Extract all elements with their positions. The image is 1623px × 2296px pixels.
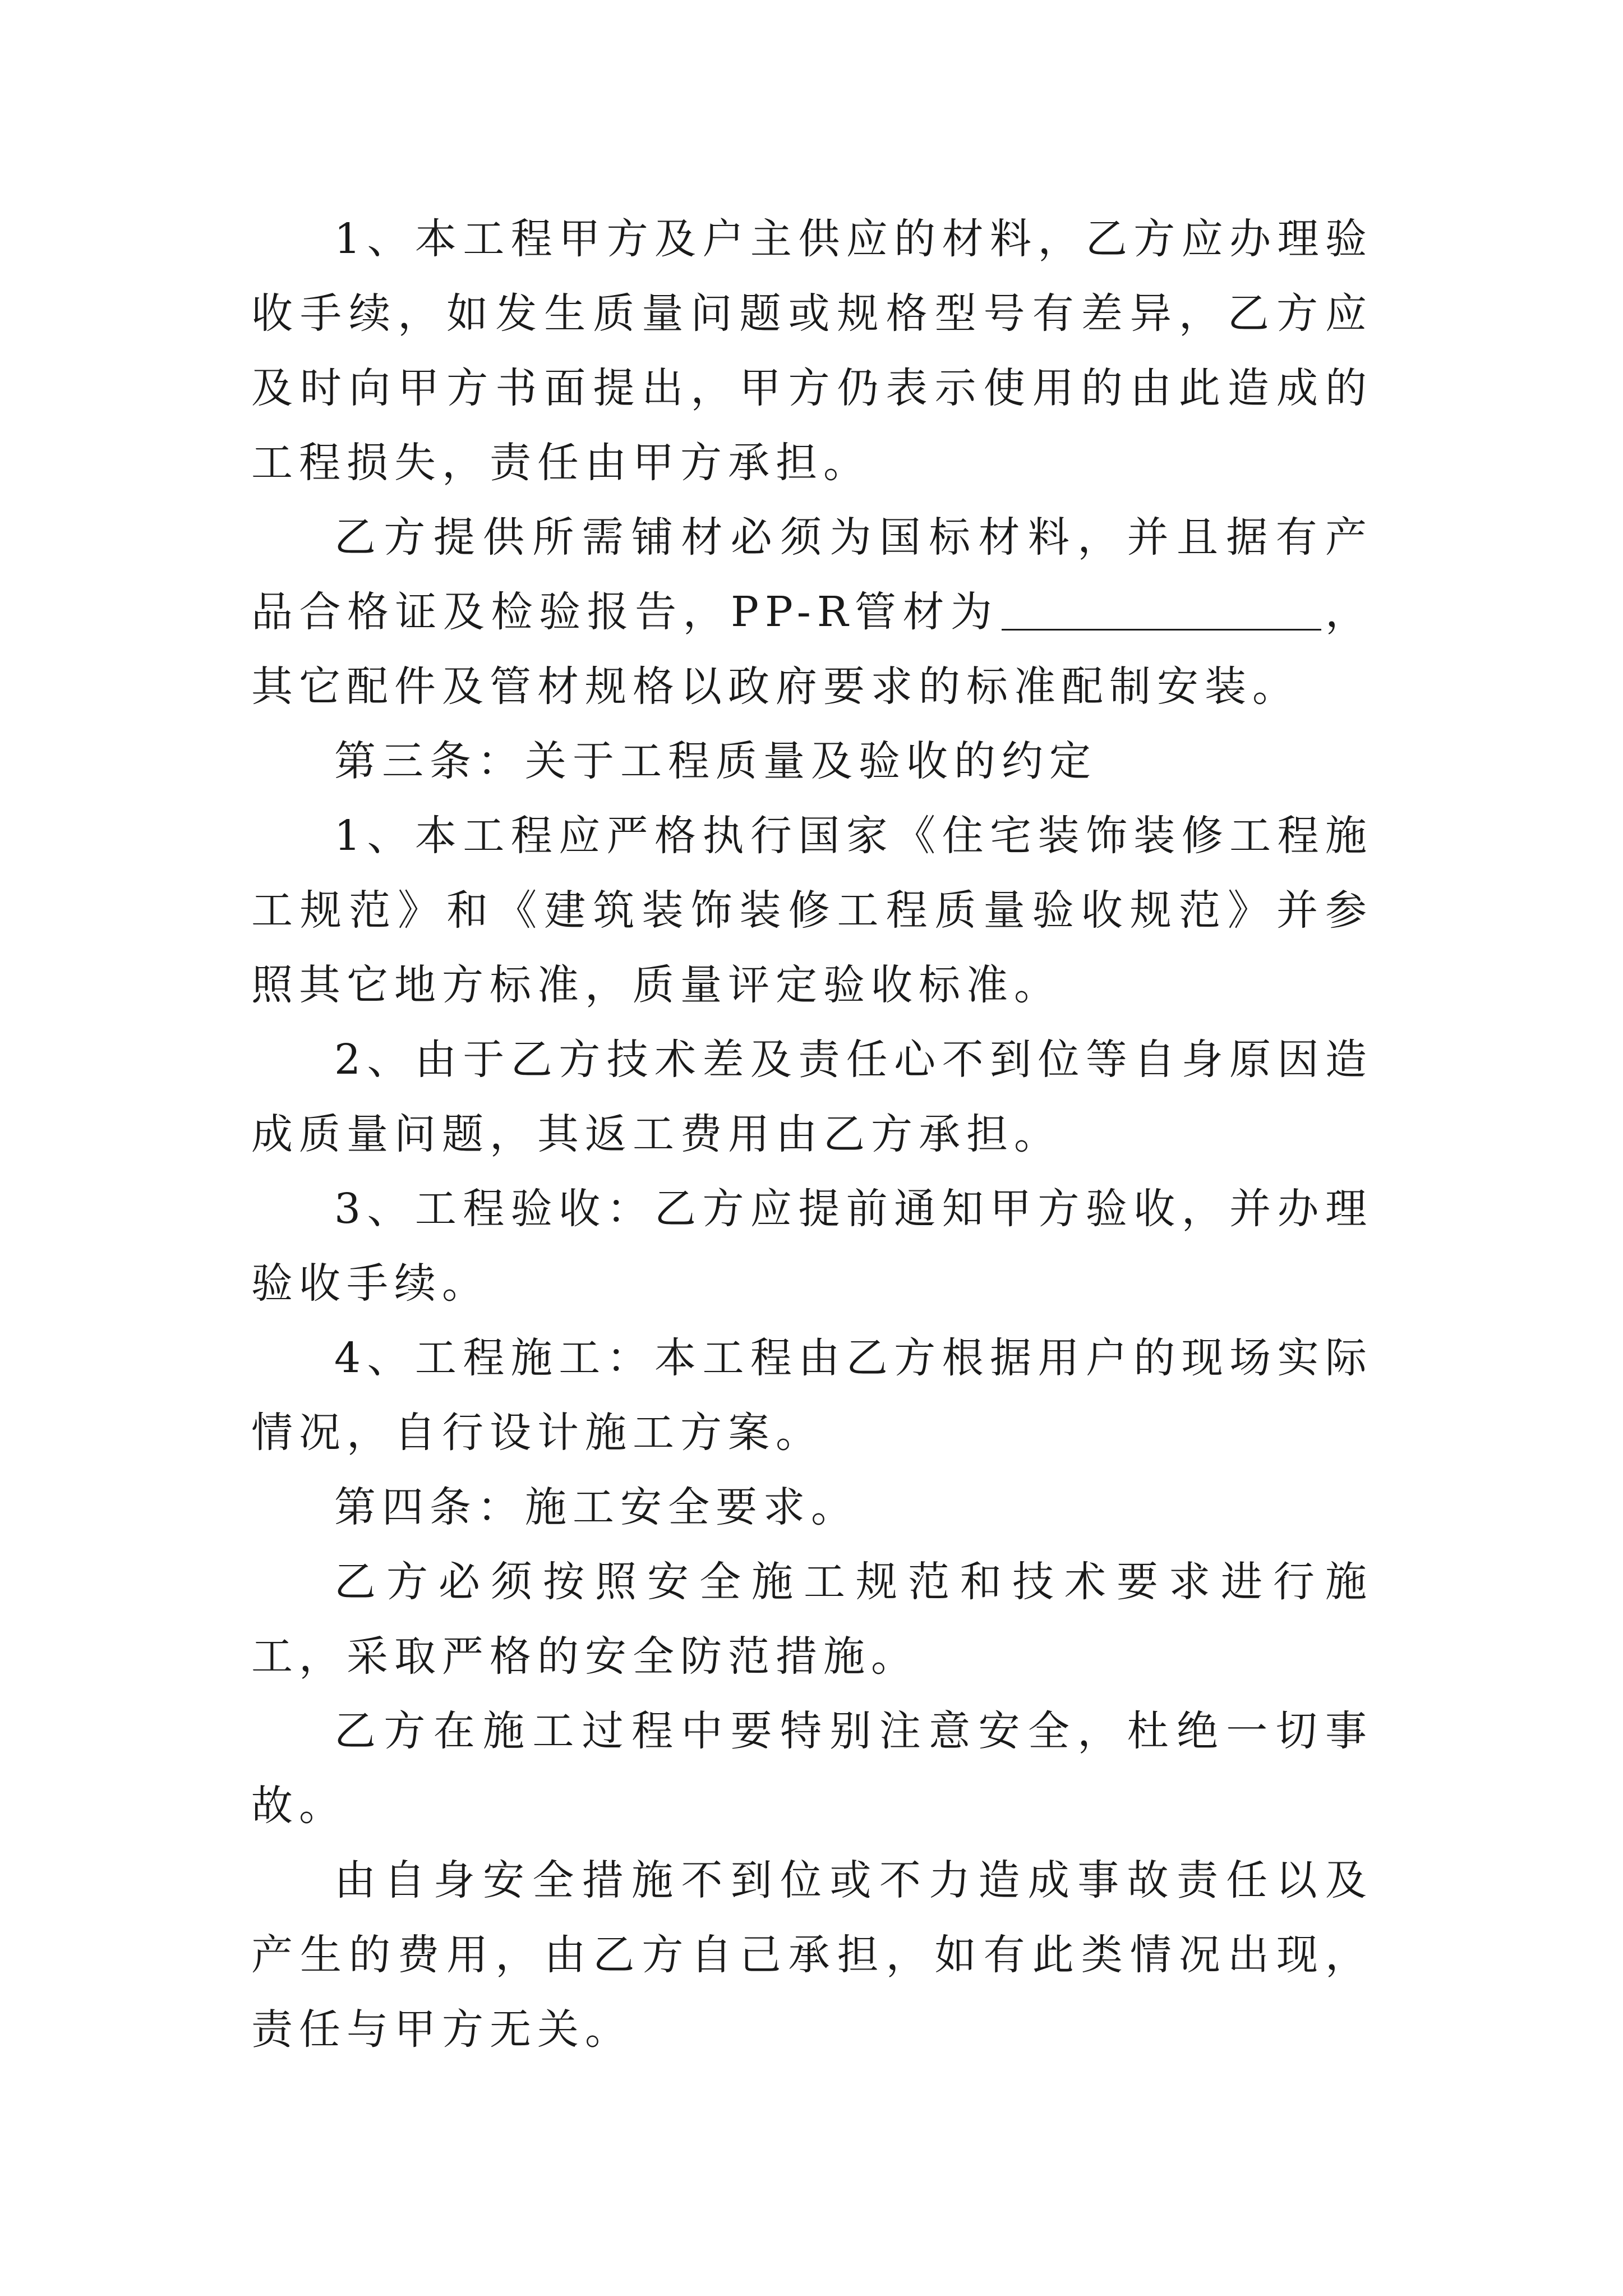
article-three-heading: 第三条：关于工程质量及验收的约定 [334,737,1097,785]
pipe-material-blank [1002,587,1321,631]
clause-construction-plan: 4、工程施工：本工程由乙方根据用户的现场实际情况，自行设计施工方案。 [251,1334,1373,1457]
clause-safety-measures: 乙方必须按照安全施工规范和技术要求进行施工，采取严格的安全防范措施。 [251,1558,1373,1681]
clause-safety-liability: 由自身安全措施不到位或不力造成事故责任以及产生的费用，由乙方自己承担，如有此类情况出现，责任与甲方无关。 [251,1856,1373,2054]
article-four-heading: 第四条：施工安全要求。 [334,1483,859,1531]
clause-acceptance: 3、工程验收：乙方应提前通知甲方验收，并办理验收手续。 [251,1185,1373,1308]
clause-rework-cost: 2、由于乙方技术差及责任心不到位等自身原因造成质量问题，其返工费用由乙方承担。 [251,1036,1373,1158]
clause-materials-supplied: 1、本工程甲方及户主供应的材料，乙方应办理验收手续，如发生质量问题或规格型号有差异，乙方应及时向甲方书面提出，甲方仍表示使用的由此造成的工程损失，责任由甲方承担。 [251,215,1373,487]
clause-quality-standards: 1、本工程应严格执行国家《住宅装饰装修工程施工规范》和《建筑装饰装修工程质量验收规范》并参照其它地方标准，质量评定验收标准。 [251,812,1373,1009]
document-page [251,202,1373,2067]
clause-materials-standard-text-1: 乙方提供所需铺材必须为国标材料，并且据有产品合格证及检验报告，PP-R管材为 [251,513,1373,636]
clause-materials-standard [251,500,1373,724]
clause-materials-standard-text-2: ，其它配件及管材规格以政府要求的标准配制安装。 [251,588,1373,711]
clause-safety-attention: 乙方在施工过程中要特别注意安全，杜绝一切事故。 [251,1707,1373,1830]
